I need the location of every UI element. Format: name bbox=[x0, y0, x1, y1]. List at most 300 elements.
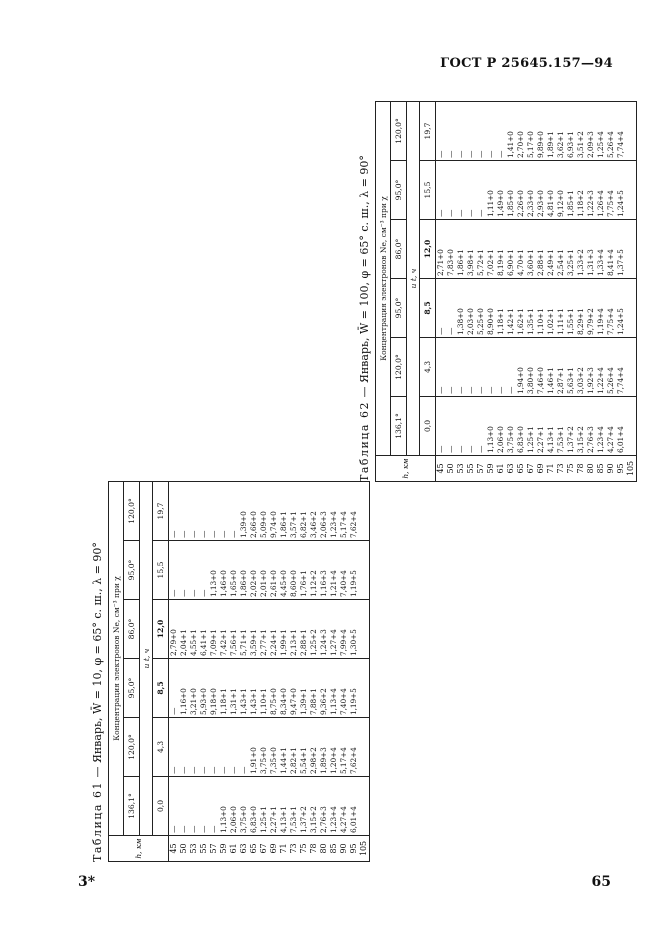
density-cell: 2,70+0 bbox=[516, 101, 526, 160]
density-cell: 1,16+3 bbox=[319, 541, 329, 600]
density-cell: 1,18+2 bbox=[576, 161, 586, 220]
density-cell: 5,93+0 bbox=[199, 659, 209, 718]
density-cell: — bbox=[169, 541, 180, 600]
time-header bbox=[153, 541, 169, 600]
density-cell: 1,13+0 bbox=[219, 777, 229, 836]
density-cell: — bbox=[169, 777, 180, 836]
table-row bbox=[446, 101, 456, 481]
density-cell: 4,13+1 bbox=[546, 397, 556, 456]
density-cell: — bbox=[446, 279, 456, 338]
density-cell: 7,56+1 bbox=[229, 600, 239, 659]
table-row bbox=[239, 481, 249, 861]
concentration-group-header: Концентрация электронов Ne, см⁻³ при χ bbox=[376, 101, 391, 455]
density-cell: 1,46+0 bbox=[219, 541, 229, 600]
altitude-cell: 80 bbox=[319, 836, 329, 862]
density-cell: 1,23+4 bbox=[596, 397, 606, 456]
density-cell: 6,90+1 bbox=[506, 220, 516, 279]
density-cell: 9,79+2 bbox=[586, 279, 596, 338]
time-value: 15,5 bbox=[423, 181, 432, 199]
time-value: 8,5 bbox=[423, 301, 432, 315]
density-cell: — bbox=[456, 397, 466, 456]
density-cell: 1,23+4 bbox=[329, 777, 339, 836]
altitude-cell: 53 bbox=[189, 836, 199, 862]
density-cell: — bbox=[486, 338, 496, 397]
table-row bbox=[506, 101, 516, 481]
table-row bbox=[436, 101, 447, 481]
density-cell: — bbox=[476, 161, 486, 220]
density-cell: — bbox=[179, 541, 189, 600]
density-cell: 9,74+0 bbox=[269, 481, 279, 540]
table-row bbox=[556, 101, 566, 481]
altitude-cell: 45 bbox=[436, 456, 447, 482]
time-value: 12,0 bbox=[156, 619, 165, 639]
time-value: 12,0 bbox=[423, 239, 432, 259]
density-cell: 8,90+0 bbox=[486, 279, 496, 338]
density-cell: 1,25+2 bbox=[309, 600, 319, 659]
table-row bbox=[626, 101, 637, 481]
density-cell: 8,19+1 bbox=[496, 220, 506, 279]
density-cell: — bbox=[199, 718, 209, 777]
density-cell: 1,25+1 bbox=[259, 777, 269, 836]
density-cell: 2,82+1 bbox=[289, 718, 299, 777]
table-row bbox=[566, 101, 576, 481]
density-cell: — bbox=[466, 101, 476, 160]
density-cell: 7,09+1 bbox=[209, 600, 219, 659]
density-cell: 1,94+0 bbox=[516, 338, 526, 397]
density-cell: 8,29+1 bbox=[576, 279, 586, 338]
electron-density-table bbox=[108, 481, 370, 862]
density-cell: 2,26+0 bbox=[516, 161, 526, 220]
density-cell: 1,25+4 bbox=[596, 101, 606, 160]
table-number: Таблица 61 bbox=[91, 781, 104, 862]
density-cell: 1,21+4 bbox=[329, 541, 339, 600]
density-cell: 8,41+4 bbox=[606, 220, 616, 279]
density-cell: 1,24+5 bbox=[616, 279, 626, 338]
density-cell: 9,89+0 bbox=[536, 101, 546, 160]
density-cell: — bbox=[476, 101, 486, 160]
density-cell: 1,31+1 bbox=[229, 659, 239, 718]
density-cell: — bbox=[436, 101, 447, 160]
chi-header: 86,0° bbox=[391, 220, 407, 279]
density-cell: 7,75+4 bbox=[606, 279, 616, 338]
density-cell: 5,71+1 bbox=[239, 600, 249, 659]
time-value: 4,3 bbox=[423, 360, 432, 374]
altitude-cell: 55 bbox=[199, 836, 209, 862]
density-cell: 7,74+4 bbox=[616, 101, 626, 160]
density-cell: 7,88+1 bbox=[309, 659, 319, 718]
density-cell: 1,85+0 bbox=[506, 161, 516, 220]
density-cell: 2,54+1 bbox=[556, 220, 566, 279]
density-cell: 2,93+0 bbox=[536, 161, 546, 220]
density-cell: — bbox=[229, 481, 239, 540]
density-cell: 4,13+1 bbox=[279, 777, 289, 836]
altitude-cell: 73 bbox=[556, 456, 566, 482]
density-cell: — bbox=[466, 161, 476, 220]
time-header bbox=[420, 279, 436, 338]
density-cell: 1,19+5 bbox=[349, 541, 359, 600]
table-row bbox=[249, 481, 259, 861]
density-cell: 1,37+2 bbox=[566, 397, 576, 456]
altitude-cell: 85 bbox=[596, 456, 606, 482]
density-cell: 2,79+0 bbox=[169, 600, 180, 659]
density-cell: 3,59+1 bbox=[249, 600, 259, 659]
density-cell bbox=[359, 600, 370, 659]
density-cell bbox=[626, 279, 637, 338]
density-cell: — bbox=[506, 338, 516, 397]
chi-header: 86,0° bbox=[124, 600, 140, 659]
table-row bbox=[269, 481, 279, 861]
density-cell: 7,02+1 bbox=[486, 220, 496, 279]
density-cell: 1,33+4 bbox=[596, 220, 606, 279]
density-cell: 1,86+1 bbox=[456, 220, 466, 279]
time-value: 19,7 bbox=[156, 502, 165, 520]
density-cell: 1,25+1 bbox=[526, 397, 536, 456]
density-cell: 1,49+0 bbox=[496, 161, 506, 220]
density-cell: — bbox=[219, 481, 229, 540]
density-cell: 1,31+3 bbox=[586, 220, 596, 279]
signature-mark: 3* bbox=[78, 874, 96, 890]
density-cell: — bbox=[219, 718, 229, 777]
table-row bbox=[596, 101, 606, 481]
table-row bbox=[546, 101, 556, 481]
altitude-cell: 75 bbox=[299, 836, 309, 862]
density-cell: 1,13+0 bbox=[209, 541, 219, 600]
density-cell: — bbox=[456, 101, 466, 160]
density-cell: 1,19+5 bbox=[349, 659, 359, 718]
density-cell: — bbox=[436, 338, 447, 397]
density-cell: 2,27+1 bbox=[269, 777, 279, 836]
density-cell: — bbox=[466, 338, 476, 397]
density-cell: 7,40+4 bbox=[339, 541, 349, 600]
time-value: 15,5 bbox=[156, 561, 165, 579]
density-cell bbox=[626, 338, 637, 397]
altitude-cell: 45 bbox=[169, 836, 180, 862]
altitude-cell: 71 bbox=[279, 836, 289, 862]
density-cell: 2,24+1 bbox=[269, 600, 279, 659]
density-cell bbox=[359, 541, 370, 600]
density-cell: 5,09+0 bbox=[259, 481, 269, 540]
altitude-header: h, км bbox=[376, 456, 436, 482]
density-cell: 5,54+1 bbox=[299, 718, 309, 777]
altitude-cell: 95 bbox=[616, 456, 626, 482]
density-cell: 3,60+1 bbox=[526, 220, 536, 279]
density-cell: 6,41+1 bbox=[199, 600, 209, 659]
table-row bbox=[466, 101, 476, 481]
time-value: 0,0 bbox=[156, 799, 165, 813]
density-cell: 3,51+2 bbox=[576, 101, 586, 160]
density-cell: 1,39+1 bbox=[299, 659, 309, 718]
density-cell: 1,22+3 bbox=[586, 161, 596, 220]
density-cell: 1,10+1 bbox=[259, 659, 269, 718]
density-cell: 2,88+1 bbox=[299, 600, 309, 659]
altitude-cell: 69 bbox=[269, 836, 279, 862]
density-cell: 1,38+0 bbox=[456, 279, 466, 338]
table-row bbox=[279, 481, 289, 861]
density-cell: 3,98+1 bbox=[466, 220, 476, 279]
density-cell: 1,13+4 bbox=[329, 659, 339, 718]
density-cell: 2,03+0 bbox=[466, 279, 476, 338]
density-cell: 1,41+0 bbox=[506, 101, 516, 160]
altitude-cell: 71 bbox=[546, 456, 556, 482]
density-cell: — bbox=[189, 777, 199, 836]
chi-header: 95,0° bbox=[124, 541, 140, 600]
altitude-cell: 50 bbox=[446, 456, 456, 482]
altitude-cell: 55 bbox=[466, 456, 476, 482]
density-cell: 3,15+2 bbox=[576, 397, 586, 456]
density-cell: 1,33+2 bbox=[576, 220, 586, 279]
density-cell: 1,43+1 bbox=[249, 659, 259, 718]
density-cell: 1,85+1 bbox=[566, 161, 576, 220]
density-cell: 3,57+1 bbox=[289, 481, 299, 540]
density-cell: 2,49+1 bbox=[546, 220, 556, 279]
table-condition: — Январь, W̄ = 100, φ = 65° с. ш., λ = 90° bbox=[358, 155, 371, 398]
density-cell: 7,74+4 bbox=[616, 338, 626, 397]
density-cell: 2,02+0 bbox=[249, 541, 259, 600]
density-cell: — bbox=[179, 718, 189, 777]
density-cell: — bbox=[209, 481, 219, 540]
density-cell: 1,89+1 bbox=[546, 101, 556, 160]
table-row bbox=[259, 481, 269, 861]
density-cell: 5,17+4 bbox=[339, 481, 349, 540]
density-cell: — bbox=[199, 541, 209, 600]
density-cell: 3,75+0 bbox=[506, 397, 516, 456]
density-cell: 5,63+1 bbox=[566, 338, 576, 397]
time-value: 4,3 bbox=[156, 740, 165, 754]
table-row bbox=[189, 481, 199, 861]
concentration-group-header: Концентрация электронов Ne, см⁻³ при χ bbox=[109, 481, 124, 835]
density-cell: 2,09+3 bbox=[586, 101, 596, 160]
time-value: 8,5 bbox=[156, 681, 165, 695]
density-cell: 2,71+0 bbox=[436, 220, 447, 279]
density-cell: — bbox=[209, 777, 219, 836]
density-cell: 1,11+0 bbox=[486, 161, 496, 220]
density-cell: 3,03+2 bbox=[576, 338, 586, 397]
time-header bbox=[420, 161, 436, 220]
time-header bbox=[153, 600, 169, 659]
density-cell: 5,72+1 bbox=[476, 220, 486, 279]
table-row bbox=[229, 481, 239, 861]
density-cell: 1,86+1 bbox=[279, 481, 289, 540]
chi-header: 120,0° bbox=[124, 481, 140, 540]
density-cell: 7,99+4 bbox=[339, 600, 349, 659]
table-row bbox=[299, 481, 309, 861]
chi-header: 95,0° bbox=[391, 279, 407, 338]
density-cell: — bbox=[179, 481, 189, 540]
altitude-cell: 80 bbox=[586, 456, 596, 482]
density-cell: 5,25+0 bbox=[476, 279, 486, 338]
time-header bbox=[153, 659, 169, 718]
density-cell: 3,15+2 bbox=[309, 777, 319, 836]
density-cell: 9,36+2 bbox=[319, 659, 329, 718]
table-row bbox=[616, 101, 626, 481]
density-cell: 9,12+0 bbox=[556, 161, 566, 220]
density-cell: 1,18+1 bbox=[496, 279, 506, 338]
density-cell: — bbox=[189, 718, 199, 777]
density-cell: 7,75+4 bbox=[606, 161, 616, 220]
density-cell: — bbox=[436, 279, 447, 338]
density-cell: — bbox=[436, 161, 447, 220]
table-row bbox=[329, 481, 339, 861]
table-row bbox=[179, 481, 189, 861]
density-cell: 2,98+2 bbox=[309, 718, 319, 777]
density-cell bbox=[626, 161, 637, 220]
density-cell bbox=[359, 777, 370, 836]
table-row bbox=[536, 101, 546, 481]
chi-header: 120,0° bbox=[391, 101, 407, 160]
time-header bbox=[420, 397, 436, 456]
density-cell: — bbox=[209, 718, 219, 777]
density-cell: 4,70+1 bbox=[516, 220, 526, 279]
density-cell: 1,55+1 bbox=[566, 279, 576, 338]
density-cell: 2,87+1 bbox=[556, 338, 566, 397]
density-cell: 1,30+5 bbox=[349, 600, 359, 659]
altitude-cell: 61 bbox=[496, 456, 506, 482]
density-cell: — bbox=[189, 541, 199, 600]
density-cell: 1,91+0 bbox=[249, 718, 259, 777]
density-cell: 1,86+0 bbox=[239, 541, 249, 600]
density-cell: 1,12+2 bbox=[309, 541, 319, 600]
density-cell: 4,45+0 bbox=[279, 541, 289, 600]
chi-header: 136,1° bbox=[391, 397, 407, 456]
density-cell: 4,81+0 bbox=[546, 161, 556, 220]
time-value: 0,0 bbox=[423, 419, 432, 433]
altitude-cell: 69 bbox=[536, 456, 546, 482]
density-cell: 2,01+0 bbox=[259, 541, 269, 600]
time-value: 19,7 bbox=[423, 122, 432, 140]
density-cell: 2,06+3 bbox=[319, 481, 329, 540]
altitude-cell: 90 bbox=[606, 456, 616, 482]
table-row bbox=[319, 481, 329, 861]
chi-header: 95,0° bbox=[124, 659, 140, 718]
altitude-cell: 61 bbox=[229, 836, 239, 862]
altitude-cell: 50 bbox=[179, 836, 189, 862]
density-cell: 2,13+1 bbox=[289, 600, 299, 659]
density-cell: 1,23+4 bbox=[329, 481, 339, 540]
density-cell: 1,44+1 bbox=[279, 718, 289, 777]
time-header bbox=[153, 777, 169, 836]
altitude-cell: 78 bbox=[576, 456, 586, 482]
density-cell: 1,10+1 bbox=[536, 279, 546, 338]
altitude-cell: 57 bbox=[476, 456, 486, 482]
table-row bbox=[486, 101, 496, 481]
density-cell: 1,42+1 bbox=[506, 279, 516, 338]
density-cell: — bbox=[169, 718, 180, 777]
table-caption bbox=[355, 102, 375, 482]
density-cell: — bbox=[199, 777, 209, 836]
density-cell: 7,53+1 bbox=[556, 397, 566, 456]
table-62-block bbox=[355, 102, 636, 482]
density-cell: 4,55+1 bbox=[189, 600, 199, 659]
density-cell: 3,75+0 bbox=[259, 718, 269, 777]
density-cell: 1,24+3 bbox=[319, 600, 329, 659]
density-cell: 1,37+2 bbox=[299, 777, 309, 836]
density-cell: 2,27+1 bbox=[536, 397, 546, 456]
chi-header: 120,0° bbox=[391, 338, 407, 397]
density-cell: 1,22+4 bbox=[596, 338, 606, 397]
time-header bbox=[420, 338, 436, 397]
table-row bbox=[576, 101, 586, 481]
density-cell: 5,17+0 bbox=[526, 101, 536, 160]
altitude-cell: 73 bbox=[289, 836, 299, 862]
time-header bbox=[153, 481, 169, 540]
density-cell: — bbox=[239, 718, 249, 777]
density-cell: — bbox=[496, 338, 506, 397]
density-cell: — bbox=[466, 397, 476, 456]
density-cell: 2,04+1 bbox=[179, 600, 189, 659]
density-cell bbox=[359, 718, 370, 777]
density-cell: 1,37+5 bbox=[616, 220, 626, 279]
document-header: ГОСТ Р 25645.157—94 bbox=[440, 56, 613, 71]
density-cell: — bbox=[169, 659, 180, 718]
altitude-cell: 65 bbox=[516, 456, 526, 482]
density-cell: 1,02+1 bbox=[546, 279, 556, 338]
density-cell: — bbox=[476, 338, 486, 397]
density-cell: 7,62+4 bbox=[349, 481, 359, 540]
density-cell: 8,60+0 bbox=[289, 541, 299, 600]
density-cell: 6,01+4 bbox=[616, 397, 626, 456]
density-cell: 7,35+0 bbox=[269, 718, 279, 777]
altitude-cell: 67 bbox=[526, 456, 536, 482]
density-cell: 2,33+0 bbox=[526, 161, 536, 220]
density-cell bbox=[359, 659, 370, 718]
altitude-cell: 78 bbox=[309, 836, 319, 862]
density-cell: 8,75+0 bbox=[269, 659, 279, 718]
density-cell: — bbox=[229, 718, 239, 777]
density-cell: 1,24+5 bbox=[616, 161, 626, 220]
density-cell bbox=[626, 397, 637, 456]
table-row bbox=[219, 481, 229, 861]
density-cell: 3,80+0 bbox=[526, 338, 536, 397]
density-cell: 2,61+0 bbox=[269, 541, 279, 600]
table-row bbox=[516, 101, 526, 481]
table-row bbox=[606, 101, 616, 481]
density-cell: 7,46+0 bbox=[536, 338, 546, 397]
density-cell bbox=[626, 220, 637, 279]
density-cell: — bbox=[496, 101, 506, 160]
density-cell: — bbox=[446, 101, 456, 160]
density-cell bbox=[359, 481, 370, 540]
altitude-cell: 63 bbox=[506, 456, 516, 482]
density-cell: 7,62+4 bbox=[349, 718, 359, 777]
altitude-cell: 85 bbox=[329, 836, 339, 862]
density-cell: 5,26+4 bbox=[606, 101, 616, 160]
table-row bbox=[289, 481, 299, 861]
altitude-cell: 95 bbox=[349, 836, 359, 862]
page-number: 65 bbox=[591, 874, 611, 890]
electron-density-table bbox=[375, 101, 637, 482]
density-cell: 1,46+1 bbox=[546, 338, 556, 397]
time-group-header: и t, ч bbox=[407, 101, 420, 455]
altitude-cell: 63 bbox=[239, 836, 249, 862]
density-cell: — bbox=[456, 338, 466, 397]
density-cell: 1,89+3 bbox=[319, 718, 329, 777]
density-cell: 1,99+1 bbox=[279, 600, 289, 659]
density-cell: 3,75+0 bbox=[239, 777, 249, 836]
chi-header: 120,0° bbox=[124, 718, 140, 777]
density-cell: 8,34+0 bbox=[279, 659, 289, 718]
density-cell: 7,40+4 bbox=[339, 659, 349, 718]
altitude-cell: 59 bbox=[486, 456, 496, 482]
density-cell: 1,16+0 bbox=[179, 659, 189, 718]
density-cell: 1,27+4 bbox=[329, 600, 339, 659]
density-cell: — bbox=[189, 481, 199, 540]
density-cell: 2,76+3 bbox=[586, 397, 596, 456]
density-cell: 1,43+1 bbox=[239, 659, 249, 718]
density-cell: 2,76+3 bbox=[319, 777, 329, 836]
altitude-cell: 65 bbox=[249, 836, 259, 862]
density-cell bbox=[626, 101, 637, 160]
table-row bbox=[169, 481, 180, 861]
